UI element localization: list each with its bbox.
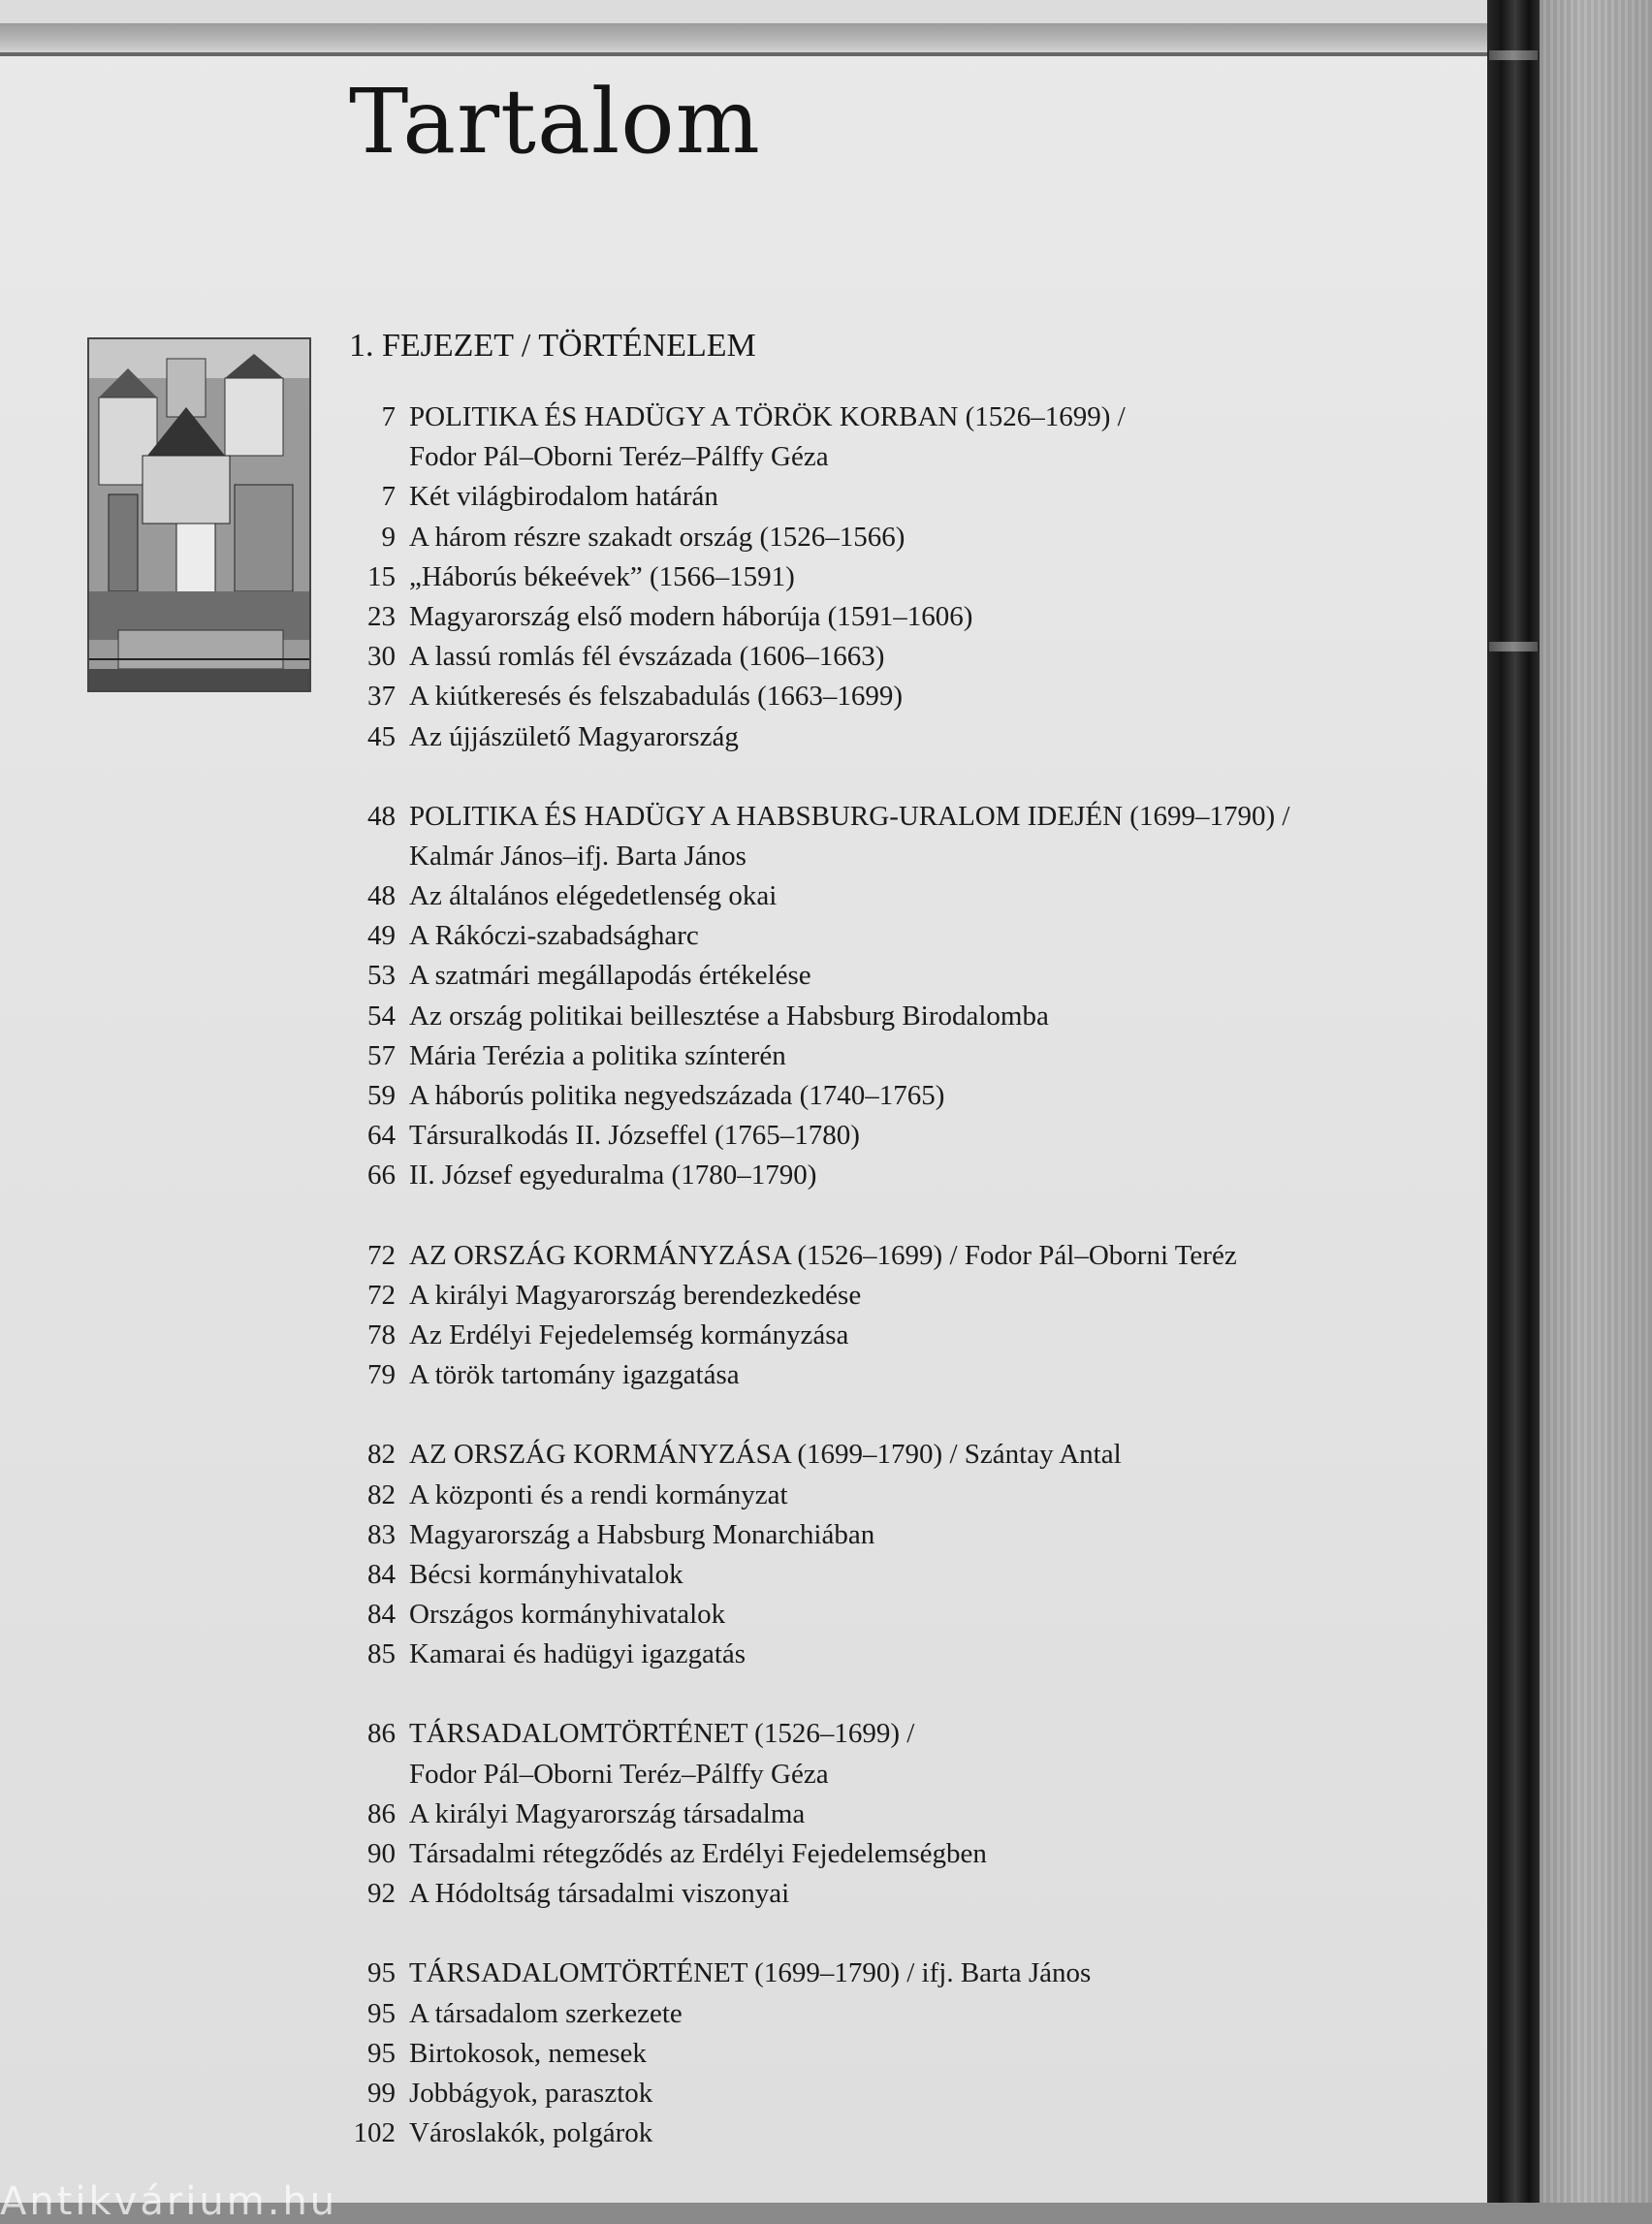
page-number: 85 [367,1638,396,1670]
page-number: 49 [367,920,396,952]
entry-title: „Háborús békeévek” (1566–1591) [409,560,795,592]
toc-entry[interactable] [330,1994,1474,2034]
page-number: 9 [381,521,396,553]
page-top-band [0,23,1487,52]
toc-entry[interactable] [330,597,1474,637]
page-number: 48 [367,880,396,912]
entry-title: A háborús politika negyedszázada (1740–1765) [409,1080,945,1111]
page-number: 72 [367,1239,396,1271]
page-number: 48 [367,800,396,832]
entry-title: Kamarai és hadügyi igazgatás [409,1638,747,1670]
castle-illustration [87,337,311,692]
toc-section-heading[interactable] [330,1435,1474,1475]
toc-section [330,797,1474,1196]
page-number: 57 [367,1039,396,1071]
entry-title: Magyarország első modern háborúja (1591–1606) [409,600,973,632]
entry-title: A királyi Magyarország berendezkedése [409,1279,862,1311]
toc-section [330,397,1474,757]
entry-title: A társadalom szerkezete [409,1997,683,2029]
toc-section-heading[interactable] [330,797,1474,837]
section-authors: Fodor Pál–Oborni Teréz–Pálffy Géza [409,1758,829,1790]
page-number: 64 [367,1120,396,1152]
page-number: 54 [367,1000,396,1032]
page-number: 95 [367,1957,396,1989]
toc-entry[interactable] [330,916,1474,956]
chapter-heading: 1. FEJEZET / TÖRTÉNELEM [349,328,756,364]
toc-entry[interactable] [330,477,1474,517]
entry-title: Birtokosok, nemesek [409,2037,647,2069]
page-number: 72 [367,1279,396,1311]
toc-entry[interactable] [330,557,1474,597]
toc-entry[interactable] [330,1595,1474,1635]
toc-entry[interactable] [330,1515,1474,1555]
toc-entry[interactable] [330,1555,1474,1595]
spine-band [1489,50,1538,60]
section-title: POLITIKA ÉS HADÜGY A HABSBURG-URALOM IDEJÉN (1699–1790) / [409,800,1290,832]
toc-section [330,1954,1474,2153]
entry-title: II. József egyeduralma (1780–1790) [409,1160,817,1191]
background-wood-panel [1537,0,1652,2203]
toc-section-heading[interactable] [330,1954,1474,1993]
page-top-rule [0,52,1487,56]
section-title: TÁRSADALOMTÖRTÉNET (1526–1699) / [409,1718,915,1750]
page-number: 90 [367,1838,396,1869]
entry-title: Városlakók, polgárok [409,2117,653,2149]
entry-title: Az újjászülető Magyarország [409,720,739,752]
entry-title: A három részre szakadt ország (1526–1566) [409,521,905,553]
section-title: AZ ORSZÁG KORMÁNYZÁSA (1526–1699) / Fodor Pál–Oborni Teréz [409,1239,1237,1271]
book-spine [1485,0,1540,2203]
page-number: 86 [367,1718,396,1750]
entry-title: Az általános elégedetlenség okai [409,880,778,912]
section-title: POLITIKA ÉS HADÜGY A TÖRÖK KORBAN (1526–1699) / [409,401,1126,432]
toc-entry[interactable] [330,1476,1474,1515]
entry-title: A török tartomány igazgatása [409,1359,740,1391]
toc-entry[interactable] [330,1355,1474,1395]
toc-entry[interactable] [330,1635,1474,1674]
section-title: AZ ORSZÁG KORMÁNYZÁSA (1699–1790) / Szántay Antal [409,1439,1122,1471]
toc-section [330,1236,1474,1396]
toc-entry[interactable] [330,2034,1474,2074]
entry-title: Társadalmi rétegződés az Erdélyi Fejedelemségben [409,1838,987,1869]
toc-entry[interactable] [330,518,1474,557]
page-number: 37 [367,681,396,713]
page-number: 79 [367,1359,396,1391]
page-number: 84 [367,1599,396,1631]
page-number: 7 [381,481,396,513]
entry-title: Az Erdélyi Fejedelemség kormányzása [409,1319,849,1350]
toc-entry[interactable] [330,717,1474,757]
page-number: 82 [367,1439,396,1471]
page-number: 66 [367,1160,396,1191]
entry-title: A szatmári megállapodás értékelése [409,960,811,992]
toc-entry[interactable] [330,1156,1474,1195]
toc-section-heading[interactable] [330,397,1474,437]
entry-title: A lassú romlás fél évszázada (1606–1663) [409,641,885,673]
page-number: 92 [367,1878,396,1910]
section-authors: Kalmár János–ifj. Barta János [409,840,747,872]
toc-entry[interactable] [330,1076,1474,1116]
entry-title: A Hódoltság társadalmi viszonyai [409,1878,790,1910]
toc-entry[interactable] [330,1834,1474,1874]
toc-entry[interactable] [330,1276,1474,1316]
page-number: 99 [367,2077,396,2109]
spine-band [1489,642,1538,651]
page-number: 53 [367,960,396,992]
page-number: 102 [353,2117,396,2149]
entry-title: Két világbirodalom határán [409,481,718,513]
page-number: 82 [367,1478,396,1510]
entry-title: Bécsi kormányhivatalok [409,1558,683,1590]
page-number: 83 [367,1518,396,1550]
toc-entry[interactable] [330,677,1474,716]
watermark: Antikvárium.hu [0,2179,338,2224]
toc-entry[interactable] [330,956,1474,996]
toc-entry[interactable] [330,876,1474,916]
table-of-contents [330,397,1474,2193]
entry-title: A központi és a rendi kormányzat [409,1478,788,1510]
toc-entry[interactable] [330,1874,1474,1914]
page-number: 15 [367,560,396,592]
page-number: 45 [367,720,396,752]
toc-section [330,1435,1474,1674]
page-number: 78 [367,1319,396,1350]
page-number: 95 [367,2037,396,2069]
toc-entry[interactable] [330,1316,1474,1355]
section-authors: Fodor Pál–Oborni Teréz–Pálffy Géza [409,441,829,473]
page-number: 7 [381,401,396,432]
entry-title: Jobbágyok, parasztok [409,2077,653,2109]
toc-entry[interactable] [330,637,1474,677]
entry-title: Társuralkodás II. Józseffel (1765–1780) [409,1120,860,1152]
entry-title: Országos kormányhivatalok [409,1599,726,1631]
page-title: Tartalom [349,70,761,174]
toc-section [330,1714,1474,1914]
entry-title: Az ország politikai beillesztése a Habsburg Birodalomba [409,1000,1049,1032]
page-number: 23 [367,600,396,632]
entry-title: A Rákóczi-szabadságharc [409,920,699,952]
entry-title: A királyi Magyarország társadalma [409,1797,806,1829]
toc-entry[interactable] [330,997,1474,1036]
toc-entry[interactable] [330,2074,1474,2113]
entry-title: Mária Terézia a politika színterén [409,1039,786,1071]
toc-entry[interactable] [330,2113,1474,2153]
page-number: 86 [367,1797,396,1829]
toc-entry[interactable] [330,1795,1474,1834]
entry-title: A kiútkeresés és felszabadulás (1663–1699) [409,681,903,713]
section-title: TÁRSADALOMTÖRTÉNET (1699–1790) / ifj. Barta János [409,1957,1092,1989]
page-number: 95 [367,1997,396,2029]
toc-section-heading[interactable] [330,1714,1474,1754]
toc-entry[interactable] [330,1116,1474,1156]
page-number: 59 [367,1080,396,1111]
page-number: 84 [367,1558,396,1590]
toc-section-heading[interactable] [330,1236,1474,1276]
entry-title: Magyarország a Habsburg Monarchiában [409,1518,875,1550]
page-top-strip [0,0,1487,23]
toc-entry[interactable] [330,1036,1474,1076]
page-number: 30 [367,641,396,673]
